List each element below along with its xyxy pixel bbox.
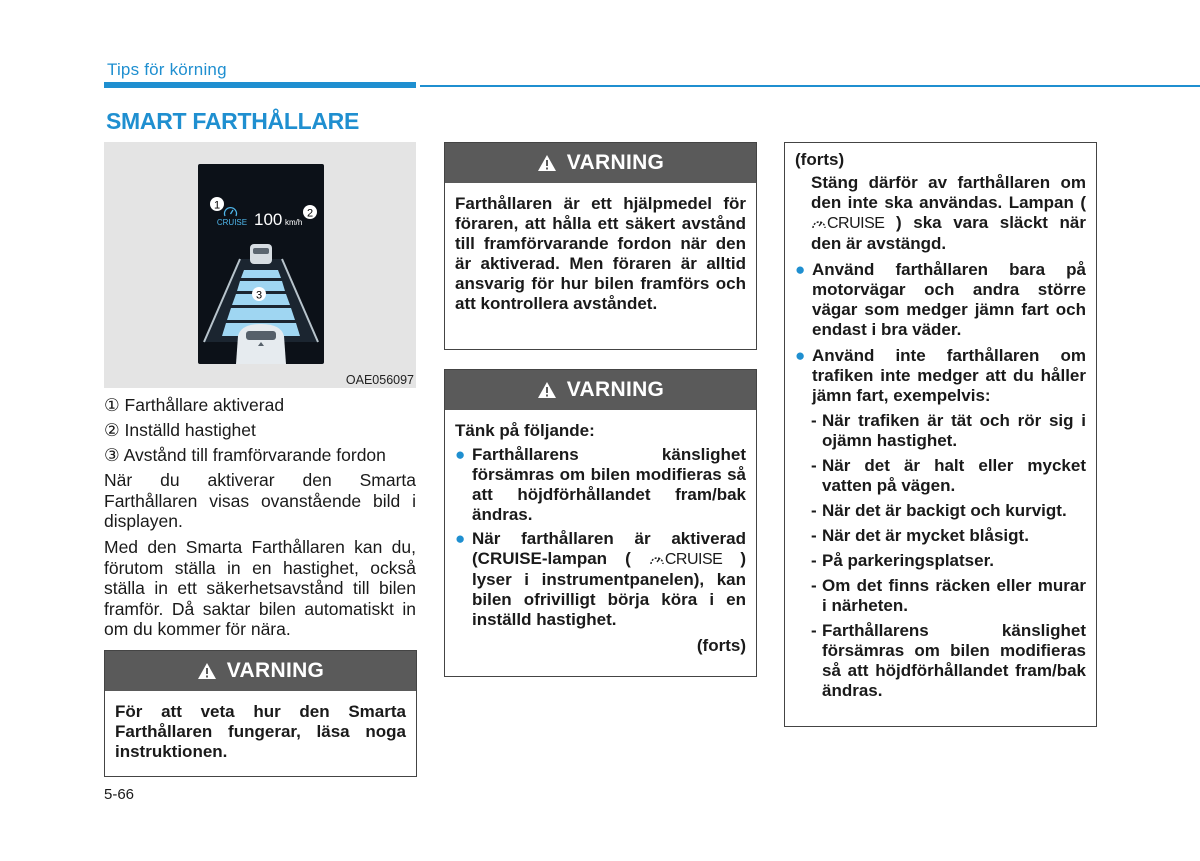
bullet-item [455, 445, 746, 525]
list-item: - När trafiken är tät och rör sig i ojämn hastighet. [811, 410, 1086, 450]
warning-text: För att veta hur den Smarta Farthållaren fungerar, läsa noga instruktionen. [115, 702, 406, 761]
bullet-text: Använd farthållaren bara på motorvägar och andra större vägar som medger jämn fart och endast i bra väder. [812, 259, 1086, 339]
warning-header [445, 370, 756, 410]
paragraph-part-a: Stäng därför av farthållaren om den inte ska användas. Lampan ( [811, 173, 1086, 212]
bullet-icon: ● [455, 529, 466, 548]
speedometer-icon [811, 217, 827, 231]
paragraph-part-b: ) ska vara släckt när den är avstängd. [811, 213, 1086, 253]
legend-item-1: ① Farthållare aktiverad [104, 395, 285, 415]
cruise-icon-label: CRUISE [664, 550, 723, 568]
cruise-icon-label: CRUISE [827, 214, 885, 232]
continued-label: (forts) [795, 150, 845, 169]
page-number: 5-66 [104, 786, 135, 803]
bullet-item [795, 346, 1086, 406]
set-speed-unit: km/h [285, 218, 303, 227]
smart-cruise-display-illustration [198, 164, 324, 364]
callout-2-text: 2 [306, 207, 314, 220]
bullet-text-part-a: När farthållaren är aktiverad (CRUISE-lampan ( [472, 529, 746, 568]
list-item-text: När det är mycket blåsigt. [822, 525, 1029, 545]
legend-item-2: ② Inställd hastighet [104, 420, 256, 440]
warning-triangle-icon [537, 381, 557, 399]
continued-label: (forts) [696, 635, 746, 655]
list-item-text: Farthållarens känslighet försämras om bilen modifieras så att höjdförhållandet fram/bak ändras. [822, 620, 1086, 700]
section-title: Tips för körning [107, 60, 227, 79]
list-item: - Om det finns räcken eller murar i närheten. [811, 575, 1086, 615]
list-item-text: På parkeringsplatser. [822, 550, 994, 570]
list-item-text: När det är backigt och kurvigt. [822, 500, 1067, 520]
bullet-item [795, 260, 1086, 340]
list-item-text: När trafiken är tät och rör sig i ojämn hastighet. [822, 410, 1086, 450]
header-rule-accent [104, 82, 416, 88]
set-speed-value: 100 [254, 210, 283, 229]
paragraph-display-info: När du aktiverar den Smarta Farthållaren visas ovanstående bild i displayen. [104, 470, 416, 531]
warning-box-assistant [444, 142, 757, 350]
own-vehicle-icon [236, 324, 286, 364]
callout-3-text: 3 [255, 289, 263, 302]
page-title: SMART FARTHÅLLARE [106, 108, 359, 134]
list-item: - När det är backigt och kurvigt. [795, 501, 1086, 521]
list-item: - Farthållarens känslighet försämras om bilen modifieras så att höjdförhållandet fram/bak ändras. [811, 620, 1086, 700]
bullet-text-part-b: ) lyser i instrumentpanelen), kan bilen ofrivilligt börja köra i en inställd hastighet. [472, 549, 746, 629]
cruise-indicator-label: CRUISE [216, 218, 248, 227]
warning-triangle-icon [537, 154, 557, 172]
callout-1-text: 1 [213, 199, 221, 212]
legend-item-3: ③ Avstånd till framförvarande fordon [104, 445, 386, 465]
cruise-indicator-icon [225, 208, 237, 216]
list-item-text: Om det finns räcken eller murar i närheten. [822, 575, 1086, 615]
bullet-item [455, 529, 746, 630]
cruise-indicator-icon [649, 550, 722, 570]
warning-text: Farthållaren är ett hjälpmedel för föraren, att hålla ett säkert avstånd till framförvarande fordon när den är aktiverad. Men föraren är alltid ansvarig för hur bilen framförs och att kontrollera avståndet. [455, 194, 746, 313]
continued-paragraph [795, 173, 1086, 254]
warning-box-instructions [104, 650, 417, 777]
speedometer-icon [649, 553, 665, 567]
warning-header [445, 143, 756, 183]
warning-intro: Tänk på följande: [455, 421, 595, 440]
warning-box-continued [784, 142, 1097, 727]
paragraph-distance-info: Med den Smarta Farthållaren kan du, förutom ställa in en hastighet, också ställa in ett säkerhetsavstånd till bilen framför. Då saktar bilen automatiskt in om du kommer för nära. [104, 537, 416, 639]
list-item: - På parkeringsplatser. [795, 551, 1086, 571]
bullet-icon: ● [795, 259, 806, 279]
warning-heading: VARNING [566, 378, 665, 401]
header-rule [420, 85, 1200, 87]
list-item: - När det är mycket blåsigt. [795, 526, 1086, 546]
cruise-indicator-icon [811, 214, 884, 234]
warning-box-considerations [444, 369, 757, 677]
list-item: - När det är halt eller mycket vatten på vägen. [811, 455, 1086, 495]
bullet-text: Farthållarens känslighet försämras om bilen modifieras så att höjdförhållandet fram/bak ändras. [472, 445, 746, 524]
bullet-icon: ● [795, 345, 806, 365]
instrument-display [198, 164, 324, 364]
cluster-figure [104, 142, 416, 388]
warning-heading: VARNING [566, 151, 665, 174]
figure-code: OAE056097 [345, 373, 414, 387]
warning-header [105, 651, 416, 691]
list-item-text: När det är halt eller mycket vatten på vägen. [822, 455, 1086, 495]
bullet-text: Använd inte farthållaren om trafiken inte medger att du håller jämn fart, exempelvis: [812, 345, 1086, 405]
warning-heading: VARNING [226, 659, 325, 682]
warning-triangle-icon [197, 662, 217, 680]
bullet-icon: ● [455, 445, 466, 464]
vehicle-ahead-icon [250, 244, 272, 264]
